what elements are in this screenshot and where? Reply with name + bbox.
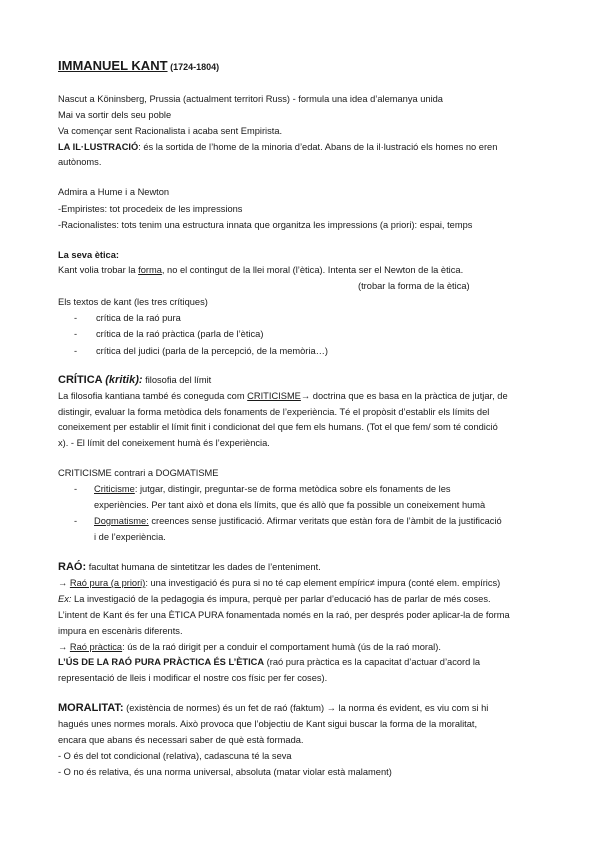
rao-line xyxy=(58,593,491,606)
rao-practica-def: : ús de la raó dirigit per a conduir el comportament humà (ús de la raó moral). xyxy=(122,642,441,652)
bullet-dash: - xyxy=(74,346,78,356)
rao-arrow: → xyxy=(58,642,70,652)
moralitat-line: - O és del tot condicional (relativa), cadascuna té la seva xyxy=(58,751,292,761)
critica-heading-a: CRÍTICA xyxy=(58,374,106,386)
rao-heading xyxy=(58,561,321,574)
page-title xyxy=(58,59,219,74)
rao-line xyxy=(58,577,500,590)
bullet-dash: - xyxy=(74,329,78,339)
criticisme-def: : jutgar, distingir, preguntar-se de forma metòdica sobre els fonaments de les xyxy=(134,484,451,494)
illustracio-text: : és la sortida de l’home de la minoria d’edat. Abans de la il·lustració els homes no eren xyxy=(138,142,498,152)
rao-line: impura en escenàris diferents. xyxy=(58,626,183,636)
rao-practica-term: Raó pràctica xyxy=(69,642,123,652)
bullet-dash: - xyxy=(74,313,78,323)
etica-line: Els textos de kant (les tres crítiques) xyxy=(58,297,208,307)
example-label: Ex: xyxy=(58,594,72,604)
rao-line xyxy=(58,656,480,669)
admira-line: -Racionalistes: tots tenim una estructura innata que organitza les impressions (a priori): espai, temps xyxy=(58,220,473,230)
critica-heading-b: (kritik): xyxy=(105,374,143,386)
moralitat-l1: (existència de normes) és un fet de raó (faktum) → la norma és evident, es viu com si hi xyxy=(123,703,489,713)
intro-line: Mai va sortir dels seu poble xyxy=(58,110,172,120)
criticisme-item xyxy=(94,483,451,496)
criticisme-term: Criticisme xyxy=(94,484,135,494)
illustracio-label: LA IL·LUSTRACIÓ xyxy=(58,142,139,152)
admira-line: Admira a Hume i a Newton xyxy=(58,187,170,197)
list-item: crítica de la raó pura xyxy=(96,313,181,323)
rao-arrow: → xyxy=(58,578,70,588)
moralitat-line: encara que abans és necessari saber de què està formada. xyxy=(58,735,304,745)
criticisme-item-cont: experiències. Per tant això et dona els límits, que és allò que fa possible un coneixement humà xyxy=(94,500,486,510)
moralitat-line: - O no és relativa, és una norma universal, absoluta (matar violar està malament) xyxy=(58,767,392,777)
list-item: crítica de la raó pràctica (parla de l’ètica) xyxy=(96,329,264,339)
rao-etica-bold: L’ÚS DE LA RAÓ PURA PRÀCTICA ÉS L’ÈTICA xyxy=(58,657,265,667)
rao-line: representació de lleis i modificar el nostre cos físic per fer coses). xyxy=(58,673,328,683)
etica-note: (trobar la forma de la ètica) xyxy=(358,281,470,291)
intro-line: autònoms. xyxy=(58,157,102,167)
title-years: (1724-1804) xyxy=(170,62,220,72)
critica-line: distingir, evaluar la forma metòdica dels fonaments de l’experiència. Té el propòsit d’establir els límits del xyxy=(58,407,490,417)
rao-pura-def: : una investigació és pura si no té cap element empíric≠ impura (conté elem. empírics) xyxy=(145,578,501,588)
rao-line: L’intent de Kant és fer una ÈTICA PURA fonamentada només en la raó, per després poder aplicar-la de forma xyxy=(58,610,510,620)
critica-line xyxy=(58,390,508,403)
moralitat-line xyxy=(58,702,488,715)
critica-heading xyxy=(58,374,211,387)
etica-line xyxy=(58,264,463,277)
criticisme-heading: CRITICISME contrari a DOGMATISME xyxy=(58,468,219,478)
dogmatisme-term: Dogmatisme: xyxy=(94,516,149,526)
dogmatisme-item xyxy=(94,515,502,528)
admira-line: -Empiristes: tot procedeix de les impressions xyxy=(58,204,243,214)
rao-line xyxy=(58,641,441,654)
moralitat-heading: MORALITAT: xyxy=(58,702,124,714)
critica-l1-underlined: CRITICISME xyxy=(247,391,301,401)
intro-line: Va començar sent Racionalista i acaba sent Empirista. xyxy=(58,126,283,136)
bullet-dash: - xyxy=(74,484,78,494)
list-item: crítica del judici (parla de la percepció, de la memòria…) xyxy=(96,346,329,356)
rao-etica-text: (raó pura pràctica es la capacitat d’actuar d’acord la xyxy=(264,657,481,667)
etica-l1-post: , no el contingut de la llei moral (l’ètica). Intenta ser el Newton de la ètica. xyxy=(161,265,464,275)
intro-line: Nascut a Köninsberg, Prussia (actualment territori Russ) - formula una idea d’alemanya unida xyxy=(58,94,443,104)
critica-line: x). - El límit del coneixement humà és l’experiència. xyxy=(58,438,270,448)
title-name: IMMANUEL KANT xyxy=(58,58,168,73)
dogmatisme-def: creences sense justificació. Afirmar veritats que estàn fora de l’àmbit de la justificació xyxy=(148,516,502,526)
etica-l1-pre: Kant volia trobar la xyxy=(58,265,139,275)
rao-heading-label: RAÓ: xyxy=(58,561,87,573)
etica-l1-underlined: forma xyxy=(138,265,162,275)
rao-pura-term: Raó pura (a priori) xyxy=(69,578,146,588)
critica-l1-post: → doctrina que es basa en la pràctica de jutjar, de xyxy=(300,391,508,401)
bullet-dash: - xyxy=(74,516,78,526)
critica-l1-pre: La filosofia kantiana també és coneguda com xyxy=(58,391,248,401)
illustracio-line xyxy=(58,141,497,154)
rao-heading-rest: facultat humana de sintetitzar les dades de l’enteniment. xyxy=(86,562,321,572)
example-text: La investigació de la pedagogia és impura, perquè per parlar d’educació has de parlar de més coses. xyxy=(71,594,491,604)
critica-line: coneixement per establir el límit finit i condicionat del que fem els humans. (Tot el que fem/ som té condició xyxy=(58,422,498,432)
dogmatisme-item-cont: i de l’experiència. xyxy=(94,532,166,542)
critica-heading-c: filosofia del límit xyxy=(142,375,212,385)
etica-heading: La seva ètica: xyxy=(58,250,119,260)
moralitat-line: hagués unes normes morals. Això provoca que l’objectiu de Kant sigui buscar la forma de la moralitat, xyxy=(58,719,478,729)
